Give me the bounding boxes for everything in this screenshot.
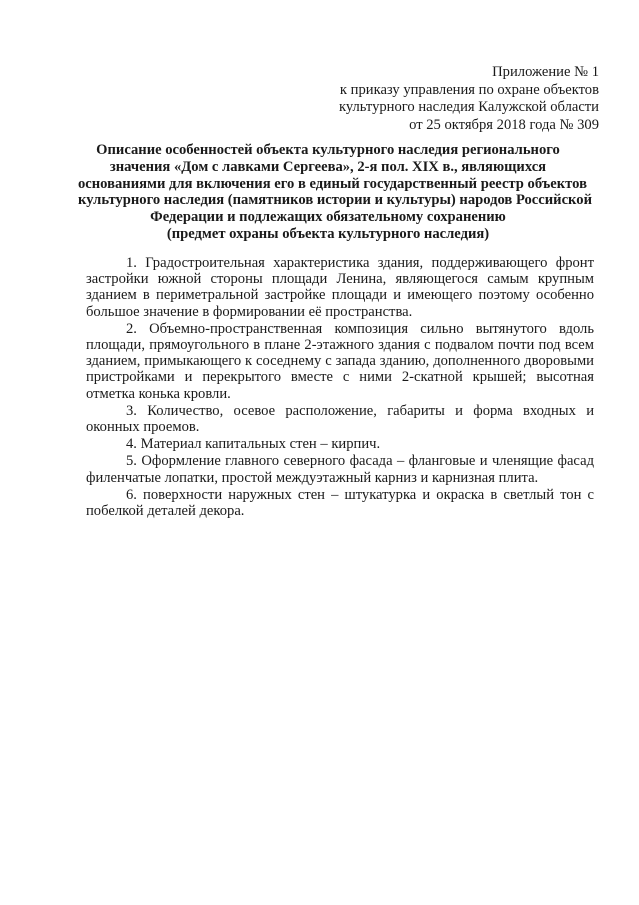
appendix-number: Приложение № 1 xyxy=(492,64,599,80)
document-title xyxy=(78,142,592,243)
title-line: (предмет охраны объекта культурного наследия) xyxy=(166,225,490,242)
protected-item-5: 5. Оформление главного северного фасада – фланговые и членящие фасад филенчатые лопатки, простой междуэтажный карниз и карнизная плита. xyxy=(86,453,594,486)
order-authority: культурного наследия Калужской области xyxy=(338,99,599,115)
document-body xyxy=(86,255,594,519)
protected-item-1: 1. Градостроительная характеристика здания, поддерживающего фронт застройки южной стороны площади Ленина, являющегося самым крупным зданием в периметральной застройке площади и имеющего поэтому особенно большое значение в формировании её пространства. xyxy=(86,255,594,320)
title-line: культурного наследия (памятников истории и культуры) народов Российской xyxy=(78,192,592,209)
title-line: значения «Дом с лавками Сергеева», 2-я пол. XIX в., являющихся xyxy=(109,158,547,175)
appendix-header xyxy=(299,64,599,134)
title-line: основаниями для включения его в единый государственный реестр объектов xyxy=(78,175,587,192)
title-line: Описание особенностей объекта культурного наследия регионального xyxy=(96,142,560,158)
protected-item-4: 4. Материал капитальных стен – кирпич. xyxy=(126,436,381,453)
protected-item-2: 2. Объемно-пространственная композиция сильно вытянутого вдоль площади, прямоугольного в плане 2-этажного здания с подвалом почти под всем зданием, примыкающего к соседнему с запада зданию, дополненного дворовыми пристройками и перекрытого вместе с ними 2-скатной крышей; высотная отметка конька кровли. xyxy=(86,320,594,402)
title-line: Федерации и подлежащих обязательному сохранению xyxy=(150,209,506,226)
order-reference: к приказу управления по охране объектов xyxy=(339,81,599,98)
protected-item-6: 6. поверхности наружных стен – штукатурка и окраска в светлый тон с побелкой деталей декора. xyxy=(86,486,594,520)
protected-item-3: 3. Количество, осевое расположение, габариты и форма входных и оконных проемов. xyxy=(86,402,594,436)
order-date-number: от 25 октября 2018 года № 309 xyxy=(409,116,599,133)
